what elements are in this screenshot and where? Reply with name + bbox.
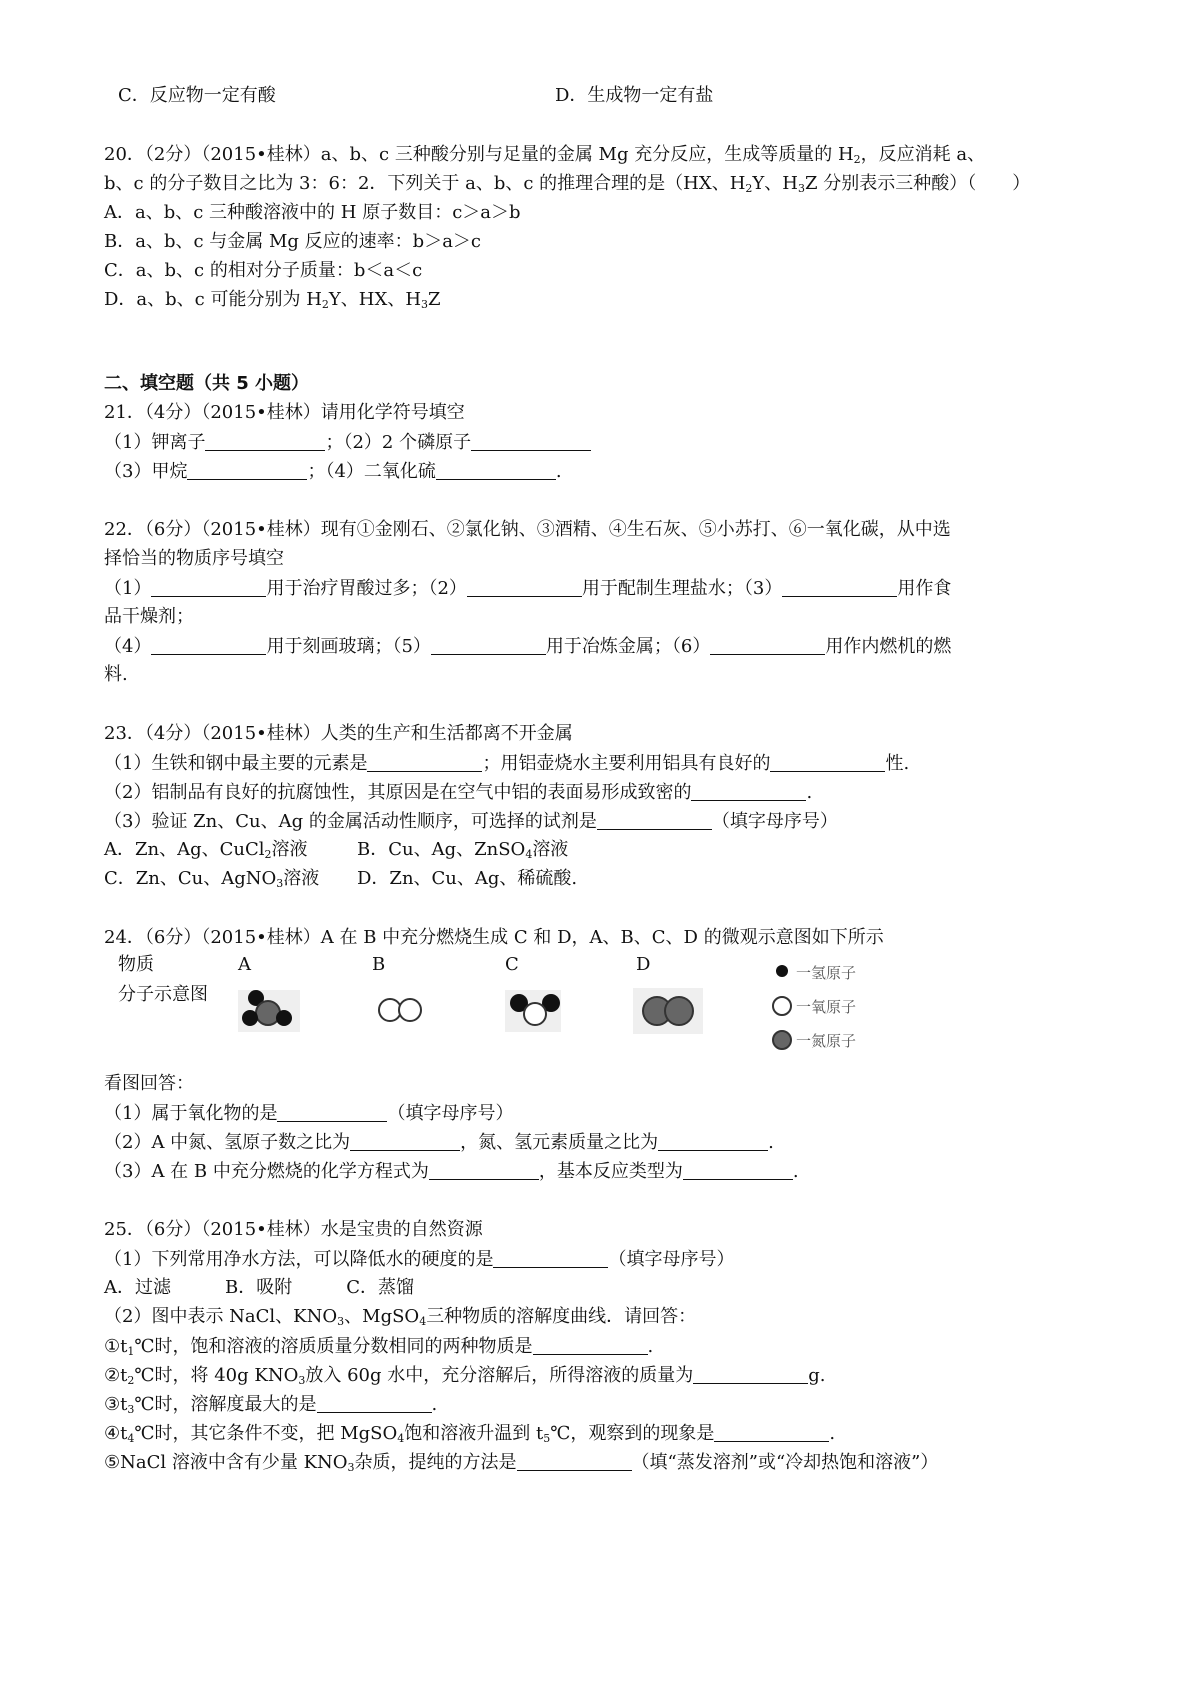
answer-blank (714, 1421, 829, 1442)
answer-blank (683, 1159, 793, 1180)
q22-line4: 料. (104, 664, 128, 685)
answer-blank (350, 1130, 460, 1151)
q25-sub3: $③t_3℃$时，溶解度最大的是 . (104, 1394, 438, 1416)
q24-look: 看图回答： (104, 1073, 194, 1094)
answer-blank (471, 430, 591, 451)
q22-line3: （4） 用于刻画玻璃；（5） 用于冶炼金属；（6） 用作内燃机的燃 (104, 636, 952, 657)
q24-stem: 24．（6分）（2015•桂林）A 在 B 中充分燃烧生成 C 和 D，A、B、C、D 的微观示意图如下所示 (104, 927, 884, 948)
q25-sub5: ⑤NaCl 溶液中含有少量 $KNO_3$杂质，提纯的方法是 （填“蒸发溶剂”或“冷却热饱和溶液”） (104, 1452, 939, 1474)
answer-blank (658, 1130, 768, 1151)
q20-option-d: D．a、b、c 可能分别为 $H_2Y$、HX、$H_3Z$ (104, 289, 441, 311)
q20-stem-line1: 20．（2分）（2015•桂林）a、b、c 三种酸分别与足量的金属 Mg 充分反应，生成等质量的 $H_2$，反应消耗 a、 (104, 144, 986, 166)
q24-row-label-diagram: 分子示意图 (118, 984, 208, 1005)
answer-blank (493, 1247, 608, 1268)
answer-blank (151, 634, 266, 655)
answer-blank (429, 1159, 539, 1180)
q21-line1: （1）钾离子 ；（2）2 个磷原子 (104, 430, 591, 455)
answer-blank (467, 576, 582, 597)
q25-options: A．过滤 B．吸附 C．蒸馏 (104, 1277, 414, 1298)
q25-sub2: $②t_2℃$时，将 40g $KNO_3$放入 60g 水中，充分溶解后，所得溶液的质量为 g. (104, 1365, 826, 1387)
answer-blank (436, 459, 556, 480)
q23-line2: （2）铝制品有良好的抗腐蚀性，其原因是在空气中铝的表面易形成致密的 . (104, 782, 813, 803)
answer-blank (782, 576, 897, 597)
q25-sub4: $④t_4℃$时，其它条件不变，把 MgSO$_4$饱和溶液升温到 $t_5℃$，观察到的现象是 . (104, 1423, 836, 1445)
q24-line3: （3）A 在 B 中充分燃烧的化学方程式为 ，基本反应类型为 . (104, 1161, 799, 1182)
answer-blank (691, 780, 806, 801)
q24-label-a: A (238, 954, 251, 975)
answer-blank (277, 1101, 387, 1122)
section-title: 二、填空题（共 5 小题） (104, 373, 310, 394)
q23-option-b: B．Cu、Ag、ZnSO$_4$溶液 (357, 839, 569, 861)
q23-line1: （1）生铁和钢中最主要的元素是 ；用铝壶烧水主要利用铝具有良好的 性. (104, 753, 910, 774)
q21-stem: 21．（4分）（2015•桂林）请用化学符号填空 (104, 402, 465, 423)
q22-line2: 品干燥剂； (104, 606, 194, 627)
q23-stem: 23．（4分）（2015•桂林）人类的生产和生活都离不开金属 (104, 723, 573, 744)
oxygen-legend-icon (772, 996, 792, 1016)
q20-option-c: C．a、b、c 的相对分子质量：b＜a＜c (104, 260, 423, 281)
answer-blank (770, 751, 885, 772)
answer-blank (205, 430, 325, 451)
answer-blank (431, 634, 546, 655)
q25-sub1: $①t_1℃$时，饱和溶液的溶质质量分数相同的两种物质是 . (104, 1336, 654, 1358)
q19-option-c: C．反应物一定有酸 (118, 85, 276, 106)
q23-option-a: A．Zn、Ag、CuCl$_2$溶液 (104, 839, 308, 861)
q20-option-a: A．a、b、c 三种酸溶液中的 H 原子数目：c＞a＞b (104, 202, 521, 223)
q24-label-b: B (372, 954, 386, 975)
answer-blank (597, 809, 712, 830)
q24-line1: （1）属于氧化物的是 （填字母序号） (104, 1103, 514, 1124)
answer-blank (517, 1450, 632, 1471)
q24-row-label-substance: 物质 (118, 954, 154, 975)
answer-blank (367, 751, 482, 772)
q24-label-c: C (505, 954, 519, 975)
answer-blank (710, 634, 825, 655)
answer-blank (187, 459, 307, 480)
q19-option-d: D．生成物一定有盐 (555, 85, 714, 106)
q20-stem-line2: b、c 的分子数目之比为 3：6：2．下列关于 a、b、c 的推理合理的是（HX、$H_2Y$、$H_3Z$ 分别表示三种酸）（ ） (104, 173, 1031, 195)
hydrogen-legend-icon (776, 965, 788, 977)
q22-stem-line1: 22．（6分）（2015•桂林）现有①金刚石、②氯化钠、③酒精、④生石灰、⑤小苏打、⑥一氧化碳，从中选 (104, 519, 951, 540)
q24-label-d: D (636, 954, 651, 975)
q23-option-d: D．Zn、Cu、Ag、稀硫酸. (357, 868, 578, 889)
q25-stem: 25．（6分）（2015•桂林）水是宝贵的自然资源 (104, 1219, 483, 1240)
answer-blank (693, 1363, 808, 1384)
q24-line2: （2）A 中氮、氢原子数之比为 ，氮、氢元素质量之比为 . (104, 1132, 774, 1153)
q23-option-c: C．Zn、Cu、AgNO$_3$溶液 (104, 868, 320, 890)
q23-line3: （3）验证 Zn、Cu、Ag 的金属活动性顺序，可选择的试剂是 （填字母序号） (104, 811, 838, 832)
answer-blank (533, 1334, 648, 1355)
q22-stem-line2: 择恰当的物质序号填空 (104, 548, 284, 569)
answer-blank (317, 1392, 432, 1413)
q25-line2: （2）图中表示 NaCl、$KNO_3$、MgSO$_4$三种物质的溶解度曲线．请回答： (104, 1306, 697, 1328)
q21-line2: （3）甲烷 ；（4）二氧化硫 . (104, 461, 562, 482)
q25-line1: （1）下列常用净水方法，可以降低水的硬度的是 （填字母序号） (104, 1249, 735, 1270)
answer-blank (151, 576, 266, 597)
q22-line1: （1） 用于治疗胃酸过多；（2） 用于配制生理盐水；（3） 用作食 (104, 578, 952, 599)
nitrogen-legend-icon (772, 1030, 792, 1050)
q20-option-b: B．a、b、c 与金属 Mg 反应的速率：b＞a＞c (104, 231, 482, 252)
